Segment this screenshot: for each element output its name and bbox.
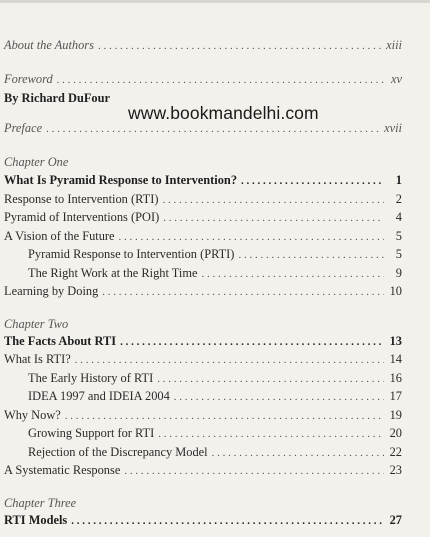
- toc-entry-label: IDEA 1997 and IDEIA 2004: [28, 389, 170, 403]
- toc-entry-label: Growing Support for RTI: [28, 426, 155, 440]
- toc-subentry[interactable]: [28, 266, 402, 282]
- dot-leader: [75, 353, 384, 368]
- dot-leader: [163, 211, 384, 226]
- dot-leader: [120, 335, 384, 350]
- dot-leader: [158, 427, 384, 442]
- toc-entry[interactable]: [4, 284, 402, 300]
- toc-page-number: 9: [395, 266, 402, 280]
- toc-page-number: 2: [395, 192, 402, 206]
- chapter-heading-one: Chapter One: [4, 155, 69, 169]
- toc-subentry[interactable]: [28, 426, 402, 442]
- toc-entry-label: Pyramid Response to Intervention (PRTI): [28, 247, 235, 261]
- toc-page-number: 19: [389, 408, 402, 422]
- toc-chapter-title-one[interactable]: [4, 173, 402, 189]
- toc-page-number: 22: [389, 445, 402, 459]
- toc-entry-about-authors[interactable]: [4, 38, 402, 54]
- toc-entry[interactable]: [4, 210, 402, 226]
- toc-page-number: 16: [389, 371, 402, 385]
- toc-entry-label: The Facts About RTI: [4, 334, 117, 348]
- toc-entry-label: Foreword: [4, 72, 53, 86]
- top-rule: [0, 0, 430, 3]
- chapter-heading-three: Chapter Three: [4, 496, 77, 510]
- toc-subentry[interactable]: [28, 247, 402, 263]
- toc-entry[interactable]: [4, 408, 402, 424]
- toc-entry-label: RTI Models: [4, 513, 68, 527]
- toc-entry-label: Learning by Doing: [4, 284, 99, 298]
- toc-chapter-title-two[interactable]: [4, 334, 402, 350]
- toc-page-number: 4: [395, 210, 402, 224]
- toc-entry-label: Rejection of the Discrepancy Model: [28, 445, 208, 459]
- dot-leader: [46, 122, 380, 137]
- dot-leader: [102, 285, 384, 300]
- dot-leader: [212, 446, 384, 461]
- toc-page-number: 23: [389, 463, 402, 477]
- dot-leader: [119, 230, 384, 245]
- toc-subentry[interactable]: [28, 389, 402, 405]
- toc-entry[interactable]: [4, 192, 402, 208]
- toc-page-number: 1: [395, 173, 402, 187]
- toc-entry-label: A Vision of the Future: [4, 229, 115, 243]
- toc-page-number: xv: [391, 72, 402, 86]
- dot-leader: [241, 174, 384, 189]
- toc-entry-label: A Systematic Response: [4, 463, 121, 477]
- toc-page-number: 17: [389, 389, 402, 403]
- toc-entry-preface[interactable]: [4, 121, 402, 137]
- toc-page-number: 27: [389, 513, 402, 527]
- foreword-byline: By Richard DuFour: [4, 91, 111, 105]
- toc-page-number: 20: [389, 426, 402, 440]
- toc-entry-label: What Is RTI?: [4, 352, 71, 366]
- toc-page-number: 5: [395, 229, 402, 243]
- toc-entry[interactable]: [4, 352, 402, 368]
- toc-page-number: 5: [395, 247, 402, 261]
- toc-subentry[interactable]: [28, 371, 402, 387]
- toc-entry-label: The Right Work at the Right Time: [28, 266, 198, 280]
- dot-leader: [57, 73, 384, 88]
- dot-leader: [162, 193, 384, 208]
- toc-page-number: 10: [389, 284, 402, 298]
- dot-leader: [124, 464, 384, 479]
- dot-leader: [65, 409, 384, 424]
- toc-entry-label: The Early History of RTI: [28, 371, 154, 385]
- dot-leader: [98, 39, 382, 54]
- dot-leader: [238, 248, 384, 263]
- toc-entry-label: What Is Pyramid Response to Intervention?: [4, 173, 238, 187]
- toc-page-number: xiii: [386, 38, 402, 52]
- dot-leader: [71, 514, 384, 529]
- dot-leader: [174, 390, 384, 405]
- toc-entry-label: Why Now?: [4, 408, 61, 422]
- chapter-heading-two: Chapter Two: [4, 317, 69, 331]
- toc-page-number: 14: [389, 352, 402, 366]
- toc-entry-label: About the Authors: [4, 38, 94, 52]
- dot-leader: [157, 372, 384, 387]
- toc-entry-label: Response to Intervention (RTI): [4, 192, 159, 206]
- dot-leader: [202, 267, 385, 282]
- toc-entry-label: Pyramid of Interventions (POI): [4, 210, 160, 224]
- toc-entry[interactable]: [4, 229, 402, 245]
- toc-subentry[interactable]: [28, 445, 402, 461]
- toc-page-number: 13: [389, 334, 402, 348]
- toc-chapter-title-three[interactable]: [4, 513, 402, 529]
- toc-page-number: xvii: [384, 121, 402, 135]
- toc-entry-foreword[interactable]: [4, 72, 402, 88]
- toc-entry[interactable]: [4, 463, 402, 479]
- watermark-text: www.bookmandelhi.com: [128, 103, 319, 123]
- toc-entry-label: Preface: [4, 121, 43, 135]
